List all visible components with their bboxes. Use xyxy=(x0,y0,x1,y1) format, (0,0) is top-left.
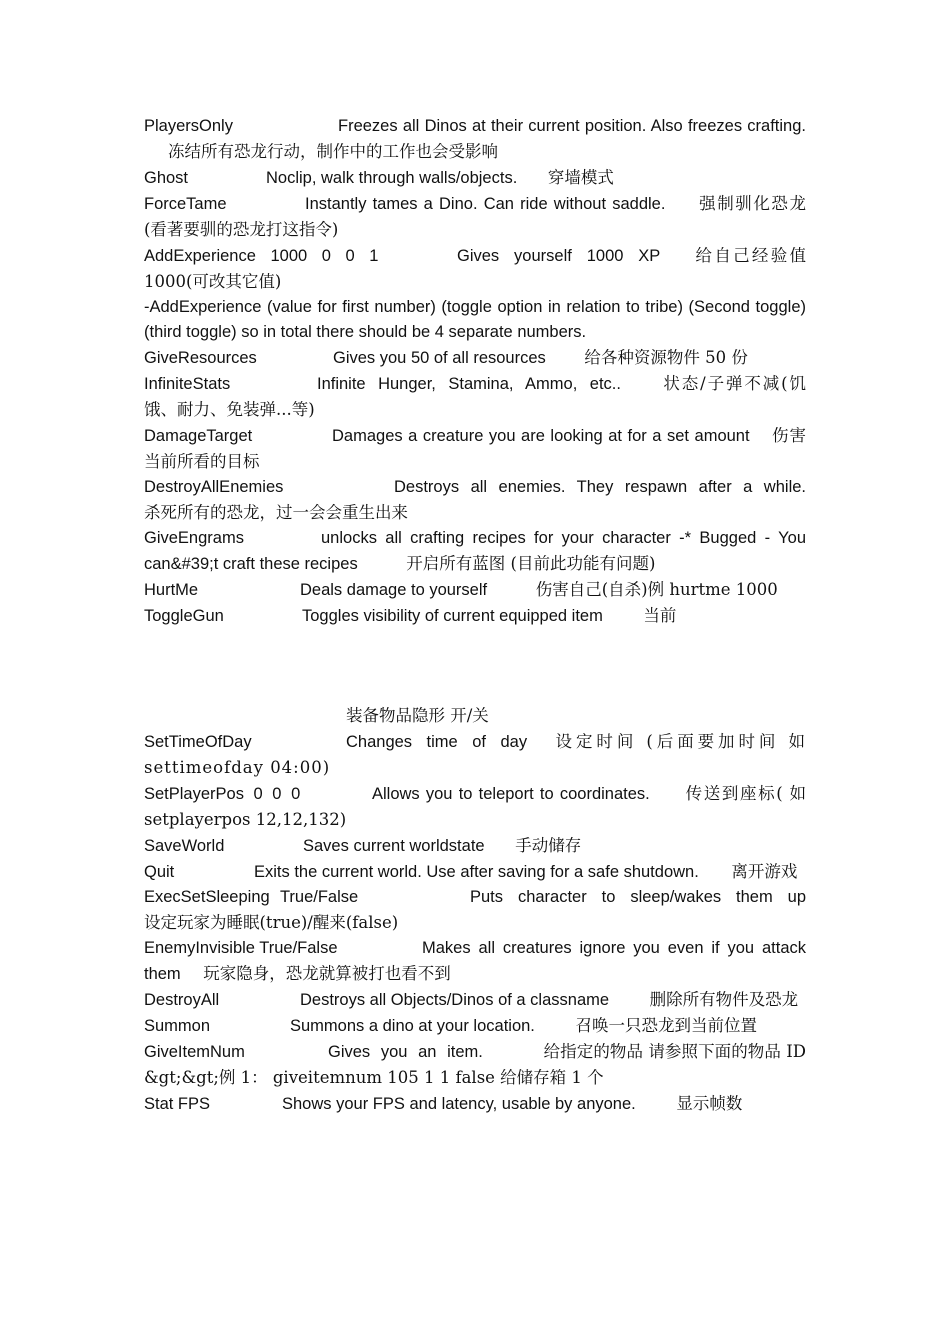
command-description: Gives you 50 of all resources xyxy=(333,349,546,367)
command-description: -AddExperience (value for first number) (toggle option in relation to tribe) (Second toggle) (third toggle) so in total there should be 4 separate numbers. xyxy=(144,298,806,341)
command-chinese: 显示帧数 xyxy=(676,1094,743,1113)
command-description: Noclip, walk through walls/objects. xyxy=(266,169,518,187)
command-name: Stat FPS xyxy=(144,1095,211,1113)
command-description: Destroys all Objects/Dinos of a classname xyxy=(300,991,610,1009)
entry-hurtme xyxy=(144,577,806,603)
entry-giveresources xyxy=(144,345,806,371)
page-gap xyxy=(144,629,806,703)
command-list xyxy=(144,114,806,1117)
command-name: GiveItemNum xyxy=(144,1043,245,1061)
command-name: DestroyAllEnemies xyxy=(144,478,284,496)
command-description: Instantly tames a Dino. Can ride without saddle. xyxy=(305,195,666,213)
entry-playersonly xyxy=(144,114,806,165)
command-chinese: 当前 xyxy=(643,606,677,625)
command-name: ForceTame xyxy=(144,195,227,213)
command-name: HurtMe xyxy=(144,581,199,599)
command-chinese: 离开游戏 xyxy=(731,862,798,881)
command-chinese: 冻结所有恐龙行动，制作中的工作也会受影响 xyxy=(168,142,498,161)
entry-addexperience xyxy=(144,243,806,295)
command-name: DestroyAll xyxy=(144,991,220,1009)
entry-saveworld xyxy=(144,833,806,859)
command-description: Summons a dino at your location. xyxy=(290,1017,535,1035)
command-description: Toggles visibility of current equipped item xyxy=(302,607,603,625)
entry-quit xyxy=(144,859,806,885)
command-chinese: 给各种资源物件 50 份 xyxy=(584,348,748,367)
command-name: Summon xyxy=(144,1017,211,1035)
command-description: Saves current worldstate xyxy=(303,837,485,855)
command-description: Puts character to sleep/wakes them up xyxy=(470,888,806,906)
command-description: Destroys all enemies. They respawn after a while. xyxy=(394,478,806,496)
command-description: Freezes all Dinos at their current position. Also freezes crafting. xyxy=(338,117,806,135)
command-name: SaveWorld xyxy=(144,837,225,855)
command-name: GiveEngrams xyxy=(144,529,244,547)
command-description: Exits the current world. Use after saving for a safe shutdown. xyxy=(254,863,699,881)
entry-forcetame xyxy=(144,191,806,243)
entry-destroyall xyxy=(144,987,806,1013)
command-chinese: 伤害当前所看的目标 xyxy=(144,426,806,471)
command-chinese: 伤害自己(自杀)例 hurtme 1000 xyxy=(535,580,778,599)
entry-settimeofday xyxy=(144,729,806,781)
entry-execsetsleeping xyxy=(144,885,806,936)
command-chinese: 给指定的物品 请参照下面的物品 ID &gt;&gt;例 1： giveitemnum 105 1 1 false 给储存箱 1 个 xyxy=(144,1042,806,1087)
command-chinese: 召唤一只恐龙到当前位置 xyxy=(575,1016,757,1035)
command-chinese: 设定时间 (后面要加时间 如 settimeofday 04:00) xyxy=(144,732,806,777)
command-description: Gives you an item. xyxy=(328,1043,483,1061)
command-chinese: 穿墙模式 xyxy=(547,168,614,187)
command-description: Gives yourself 1000 XP xyxy=(457,247,661,265)
command-name: AddExperience 1000 0 0 1 xyxy=(144,247,379,265)
command-name: SetTimeOfDay xyxy=(144,733,252,751)
command-name: SetPlayerPos 0 0 0 xyxy=(144,785,301,803)
command-name: ExecSetSleeping True/False xyxy=(144,888,359,906)
command-name: GiveResources xyxy=(144,349,257,367)
entry-addexperience-note xyxy=(144,295,806,345)
command-chinese: 设定玩家为睡眠(true)/醒来(false) xyxy=(144,913,399,932)
entry-giveitemnum xyxy=(144,1039,806,1091)
command-chinese: 删除所有物件及恐龙 xyxy=(649,990,799,1009)
entry-enemyinvisible xyxy=(144,936,806,987)
entry-statfps xyxy=(144,1091,806,1117)
command-chinese: 装备物品隐形 开/关 xyxy=(346,706,489,725)
command-description: unlocks all crafting recipes for your character -* Bugged - You can&#39;t craft these recipes xyxy=(144,529,806,573)
entry-destroyallenemies xyxy=(144,475,806,526)
command-chinese: 开启所有蓝图 (目前此功能有问题) xyxy=(406,554,656,573)
entry-damagetarget xyxy=(144,423,806,475)
command-description: Changes time of day xyxy=(346,733,528,751)
command-description: Allows you to teleport to coordinates. xyxy=(372,785,650,803)
command-description: Damages a creature you are looking at for a set amount xyxy=(332,427,750,445)
command-name: ToggleGun xyxy=(144,607,224,625)
command-name: Ghost xyxy=(144,169,189,187)
command-description: Makes all creatures ignore you even if you attack them xyxy=(144,939,806,983)
command-chinese: 手动储存 xyxy=(515,836,582,855)
command-chinese: 状态/子弹不减(饥饿、耐力、免装弹...等) xyxy=(144,374,806,419)
command-name: InfiniteStats xyxy=(144,375,231,393)
command-chinese: 传送到座标( 如 setplayerpos 12,12,132) xyxy=(144,784,806,829)
entry-infinitestats xyxy=(144,371,806,423)
entry-setplayerpos xyxy=(144,781,806,833)
command-description: Deals damage to yourself xyxy=(300,581,488,599)
command-chinese: 强制驯化恐龙(看著要驯的恐龙打这指令) xyxy=(144,194,806,239)
command-name: EnemyInvisible True/False xyxy=(144,939,338,957)
command-chinese: 给自己经验值 1000(可改其它值) xyxy=(144,246,807,291)
entry-ghost xyxy=(144,165,806,191)
entry-summon xyxy=(144,1013,806,1039)
command-chinese: 杀死所有的恐龙，过一会会重生出来 xyxy=(144,503,408,522)
entry-togglegun xyxy=(144,603,806,629)
command-chinese: 玩家隐身，恐龙就算被打也看不到 xyxy=(203,964,451,983)
command-name: Quit xyxy=(144,863,175,881)
command-name: DamageTarget xyxy=(144,427,253,445)
command-description: Infinite Hunger, Stamina, Ammo, etc.. xyxy=(317,375,621,393)
entry-giveengrams xyxy=(144,526,806,577)
command-description: Shows your FPS and latency, usable by anyone. xyxy=(282,1095,636,1113)
command-name: PlayersOnly xyxy=(144,117,233,135)
togglegun-continuation xyxy=(144,703,806,729)
